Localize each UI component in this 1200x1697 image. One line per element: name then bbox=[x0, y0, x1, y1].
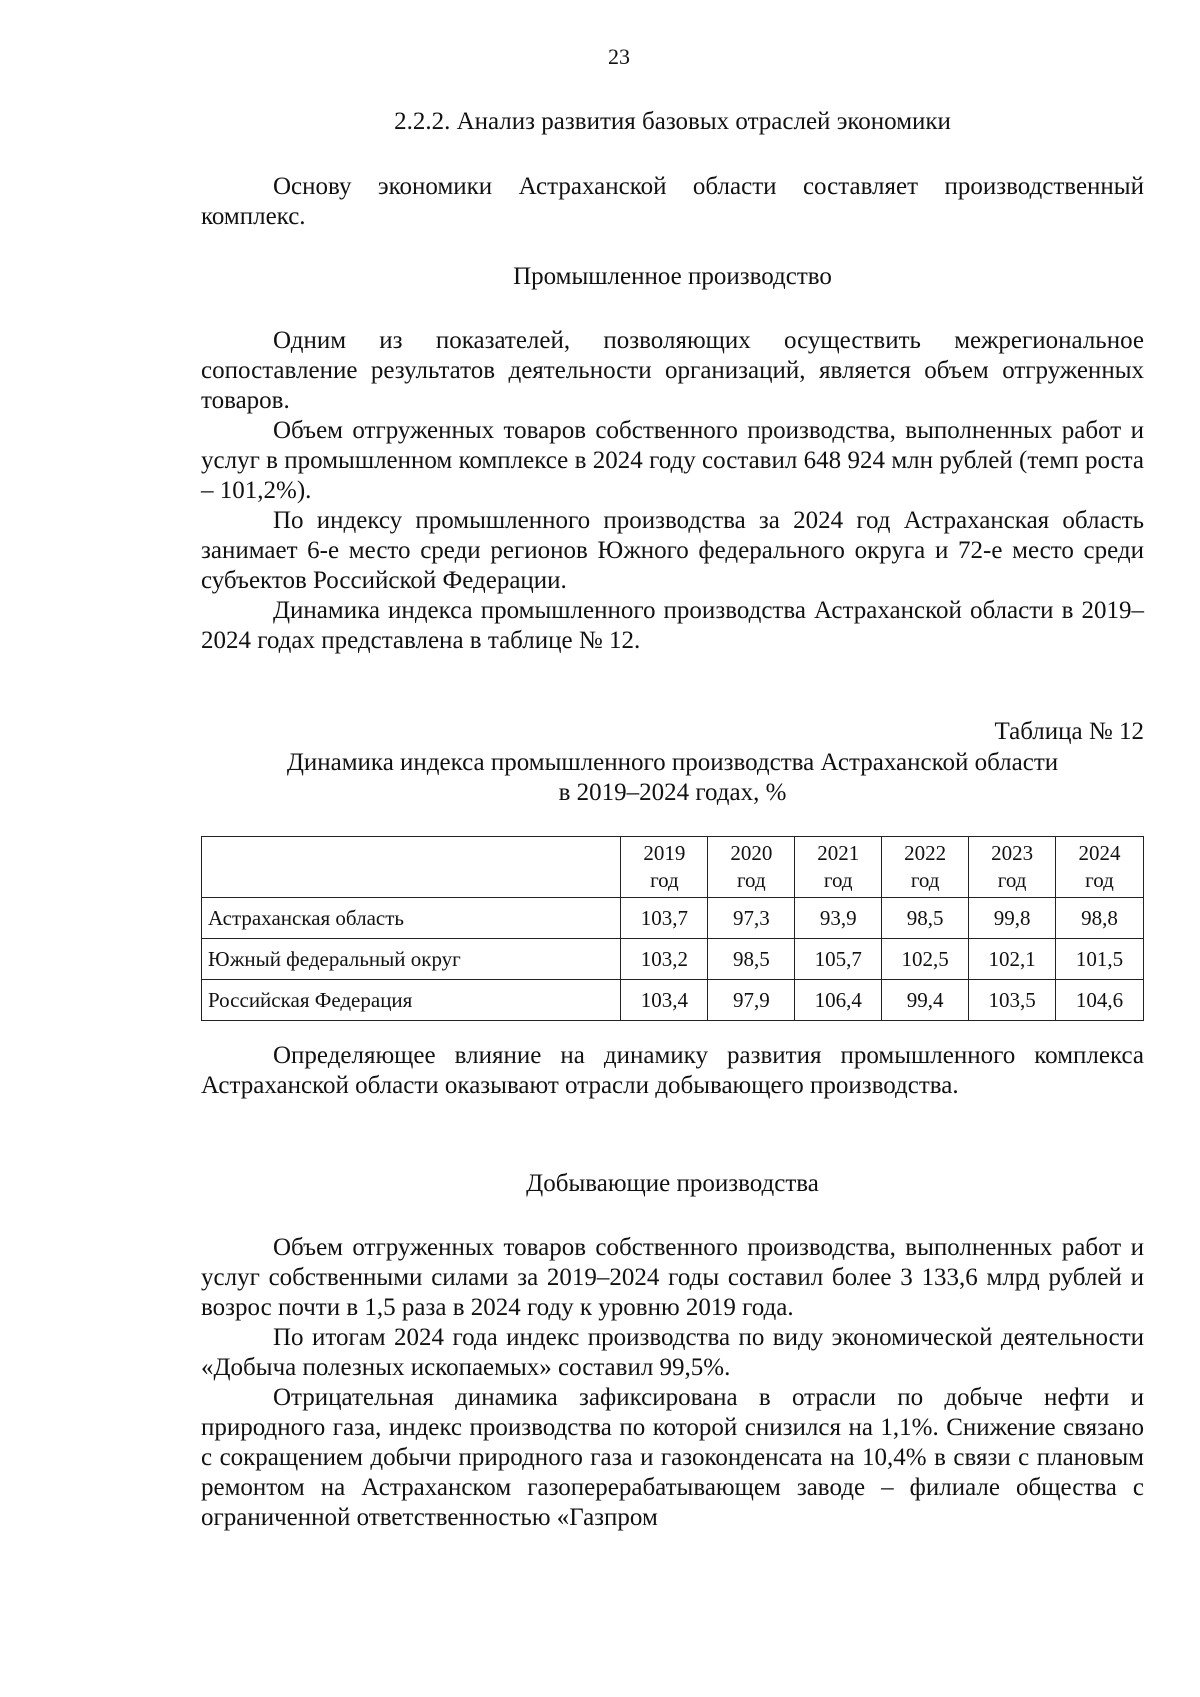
after-table-text bbox=[201, 1041, 1144, 1101]
year-unit: год bbox=[823, 868, 853, 892]
table-cell: 102,1 bbox=[969, 939, 1056, 980]
year-unit: год bbox=[650, 868, 679, 892]
paragraph: Динамика индекса промышленного производства Астраханской области в 2019–2024 годах представлена в таблице № 12. bbox=[201, 597, 1144, 654]
table-header-row bbox=[202, 837, 1144, 898]
year-label: 2024 bbox=[1078, 841, 1121, 865]
table-cell: 106,4 bbox=[795, 980, 882, 1021]
year-header bbox=[621, 837, 708, 898]
subheading-mining: Добывающие производства bbox=[526, 1170, 819, 1197]
year-unit: год bbox=[736, 868, 766, 892]
table-row bbox=[202, 898, 1144, 939]
industry-text bbox=[201, 326, 1144, 656]
subheading-industry: Промышленное производство bbox=[513, 263, 832, 290]
mining-text bbox=[201, 1233, 1144, 1533]
table-cell: 105,7 bbox=[795, 939, 882, 980]
table-cell: 101,5 bbox=[1056, 939, 1144, 980]
industrial-index-table bbox=[201, 836, 1144, 1021]
year-header bbox=[882, 837, 969, 898]
table-cell: 103,2 bbox=[621, 939, 708, 980]
table-row bbox=[202, 939, 1144, 980]
year-label: 2021 bbox=[817, 841, 860, 865]
section-heading: 2.2.2. Анализ развития базовых отраслей экономики bbox=[394, 108, 951, 135]
table-cell: 102,5 bbox=[882, 939, 969, 980]
table-cell: 103,4 bbox=[621, 980, 708, 1021]
year-label: 2023 bbox=[991, 841, 1034, 865]
table-cell: 98,5 bbox=[708, 939, 795, 980]
row-name: Астраханская область bbox=[202, 898, 621, 939]
table-cell: 98,5 bbox=[882, 898, 969, 939]
year-unit: год bbox=[1085, 868, 1114, 892]
page-number: 23 bbox=[608, 44, 630, 69]
table-cell: 103,7 bbox=[621, 898, 708, 939]
paragraph: Определяющее влияние на динамику развития промышленного комплекса Астраханской области оказывают отрасли добывающего производства. bbox=[201, 1042, 1144, 1099]
table-title-line-1: Динамика индекса промышленного производства Астраханской области bbox=[286, 749, 1059, 776]
row-name: Южный федеральный округ bbox=[202, 939, 621, 980]
table-cell: 104,6 bbox=[1056, 980, 1144, 1021]
table-cell: 93,9 bbox=[795, 898, 882, 939]
table-row bbox=[202, 980, 1144, 1021]
paragraph: Основу экономики Астраханской области составляет производственный комплекс. bbox=[201, 173, 1144, 230]
year-label: 2022 bbox=[904, 841, 947, 865]
paragraph: Объем отгруженных товаров собственного производства, выполненных работ и услуг в промышленном комплексе в 2024 году составил 648 924 млн рублей (темп роста – 101,2%). bbox=[201, 417, 1144, 504]
table-cell: 97,9 bbox=[708, 980, 795, 1021]
row-name: Российская Федерация bbox=[202, 980, 621, 1021]
year-label: 2020 bbox=[730, 841, 773, 865]
table-cell: 98,8 bbox=[1056, 898, 1144, 939]
year-header bbox=[969, 837, 1056, 898]
table-cell: 97,3 bbox=[708, 898, 795, 939]
year-header bbox=[795, 837, 882, 898]
table-label: Таблица № 12 bbox=[994, 718, 1144, 745]
table-corner-cell bbox=[202, 837, 621, 898]
table-caption bbox=[201, 748, 1144, 808]
table-title-line-2: в 2019–2024 годах, % bbox=[558, 779, 787, 806]
year-header bbox=[1056, 837, 1144, 898]
paragraph: Отрицательная динамика зафиксирована в отрасли по добыче нефти и природного газа, индекс производства по которой снизился на 1,1%. Снижение связано с сокращением добычи природного газа и газоконденсата на 10,4% в связи с плановым ремонтом на Астраханском газоперерабатывающем заводе – филиале общества с ограниченной ответственностью «Газпром bbox=[201, 1384, 1144, 1531]
paragraph: Одним из показателей, позволяющих осуществить межрегиональное сопоставление результатов деятельности организаций, является объем отгруженных товаров. bbox=[201, 327, 1144, 414]
table-cell: 103,5 bbox=[969, 980, 1056, 1021]
year-label: 2019 bbox=[643, 841, 686, 865]
paragraph: Объем отгруженных товаров собственного производства, выполненных работ и услуг собственными силами за 2019–2024 годы составил более 3 133,6 млрд рублей и возрос почти в 1,5 раза в 2024 году к уровню 2019 года. bbox=[201, 1234, 1144, 1321]
year-header bbox=[708, 837, 795, 898]
paragraph: По индексу промышленного производства за 2024 год Астраханская область занимает 6-е место среди регионов Южного федерального округа и 72-е место среди субъектов Российской Федерации. bbox=[201, 507, 1144, 594]
table-cell: 99,4 bbox=[882, 980, 969, 1021]
year-unit: год bbox=[910, 868, 940, 892]
table-cell: 99,8 bbox=[969, 898, 1056, 939]
intro-paragraph bbox=[201, 172, 1144, 232]
year-unit: год bbox=[997, 868, 1027, 892]
paragraph: По итогам 2024 года индекс производства по виду экономической деятельности «Добыча полезных ископаемых» составил 99,5%. bbox=[201, 1324, 1144, 1381]
